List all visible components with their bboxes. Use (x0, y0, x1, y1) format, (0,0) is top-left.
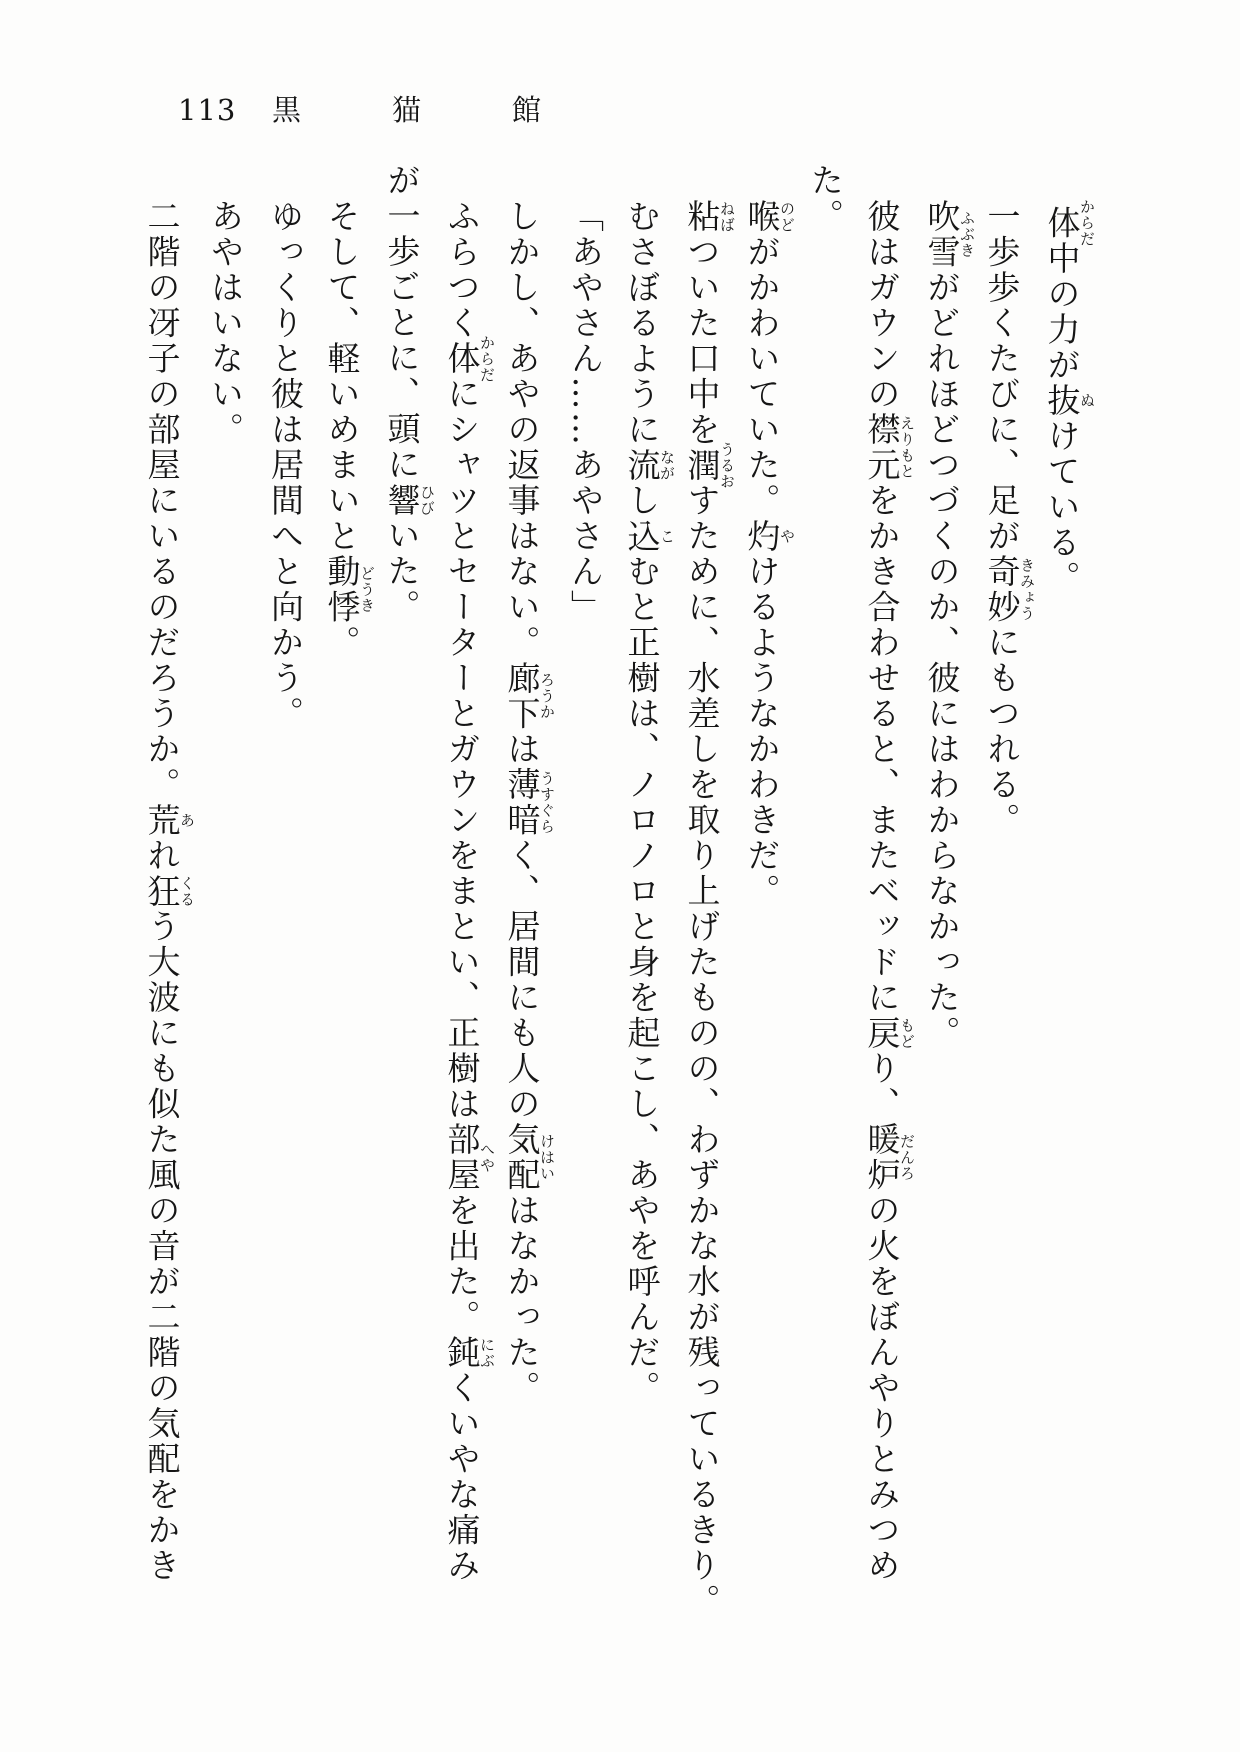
ruby-annotated-word: 薄暗うすぐら (502, 767, 556, 838)
text-column: 粘ねばついた口中を潤うるおすために、水差しを取り上げたものの、わずかな水が残っているきり。 (682, 199, 736, 1619)
ruby-annotated-word: 鈍にぶ (442, 1335, 496, 1371)
running-head (0, 90, 1240, 130)
ruby-annotated-word: 込こ (622, 518, 676, 554)
ruby-annotated-word: 粘ねば (682, 199, 736, 235)
ruby-annotated-word: 喉のど (742, 199, 796, 235)
ruby-annotated-word: 体からだ (1042, 199, 1096, 247)
ruby-annotated-word: 狂くる (142, 873, 196, 909)
text-column: しかし、あやの返事はない。廊下ろうかは薄暗うすぐらく、居間にも人の気配けはいはなかった。 (502, 199, 556, 1406)
text-column: 体からだ中の力が抜ぬけている。 (1042, 199, 1096, 596)
ruby-annotated-word: 潤うるお (682, 441, 736, 490)
text-column: ふらつく体からだにシャツとセーターとガウンをまとい、正樹は部屋へやを出た。鈍にぶくいやな痛み (442, 199, 496, 1584)
ruby-annotated-word: 奇妙きみょう (982, 554, 1036, 625)
book-title: 黒 猫 館 (272, 93, 573, 127)
text-column: 喉のどがかわいていた。灼やけるようなかわきだ。 (742, 199, 796, 909)
text-column: 一歩歩くたびに、足が奇妙きみょうにもつれる。 (982, 199, 1036, 838)
ruby-annotated-word: 戻もど (862, 1015, 916, 1051)
text-column: あやはいない。 (206, 199, 245, 448)
ruby-annotated-word: 廊下ろうか (502, 660, 556, 732)
text-column: そして、軽いめまいと動悸どうき。 (322, 199, 376, 661)
ruby-annotated-word: 暖炉だんろ (862, 1122, 916, 1193)
ruby-annotated-word: 流なが (622, 447, 676, 483)
ruby-annotated-word: 吹雪ふぶき (922, 199, 976, 270)
ruby-annotated-word: 響ひび (382, 482, 436, 518)
text-column: 彼はガウンの襟元えりもとをかき合わせると、またベッドに戻もどり、暖炉だんろの火をぼんやりとみつめ (862, 199, 916, 1584)
text-column: 吹雪ふぶきがどれほどつづくのか、彼にはわからなかった。 (922, 199, 976, 1051)
ruby-annotated-word: 部屋へや (442, 1122, 496, 1193)
ruby-annotated-word: 気配けはい (502, 1122, 556, 1193)
page-number: 113 (178, 93, 237, 127)
text-column: が一歩ごとに、頭に響ひびいた。 (382, 163, 436, 625)
ruby-annotated-word: 荒あ (142, 802, 196, 838)
text-column: むさぼるように流ながし込こむと正樹は、ノロノロと身を起こし、あやを呼んだ。 (622, 199, 676, 1406)
ruby-annotated-word: 灼や (742, 518, 796, 554)
text-column: 「あやさん……あやさん」 (566, 199, 605, 625)
text-column: た。 (806, 163, 845, 234)
text-column: 二階の冴子の部屋にいるのだろうか。荒あれ狂くるう大波にも似た風の音が二階の気配をかき (142, 199, 196, 1584)
ruby-annotated-word: 襟元えりもと (862, 412, 916, 483)
text-column: ゆっくりと彼は居間へと向かう。 (266, 199, 305, 732)
main-text (135, 163, 1095, 1653)
ruby-annotated-word: 体からだ (442, 334, 496, 383)
ruby-annotated-word: 動悸どうき (322, 554, 376, 625)
ruby-annotated-word: 抜ぬ (1042, 382, 1096, 419)
